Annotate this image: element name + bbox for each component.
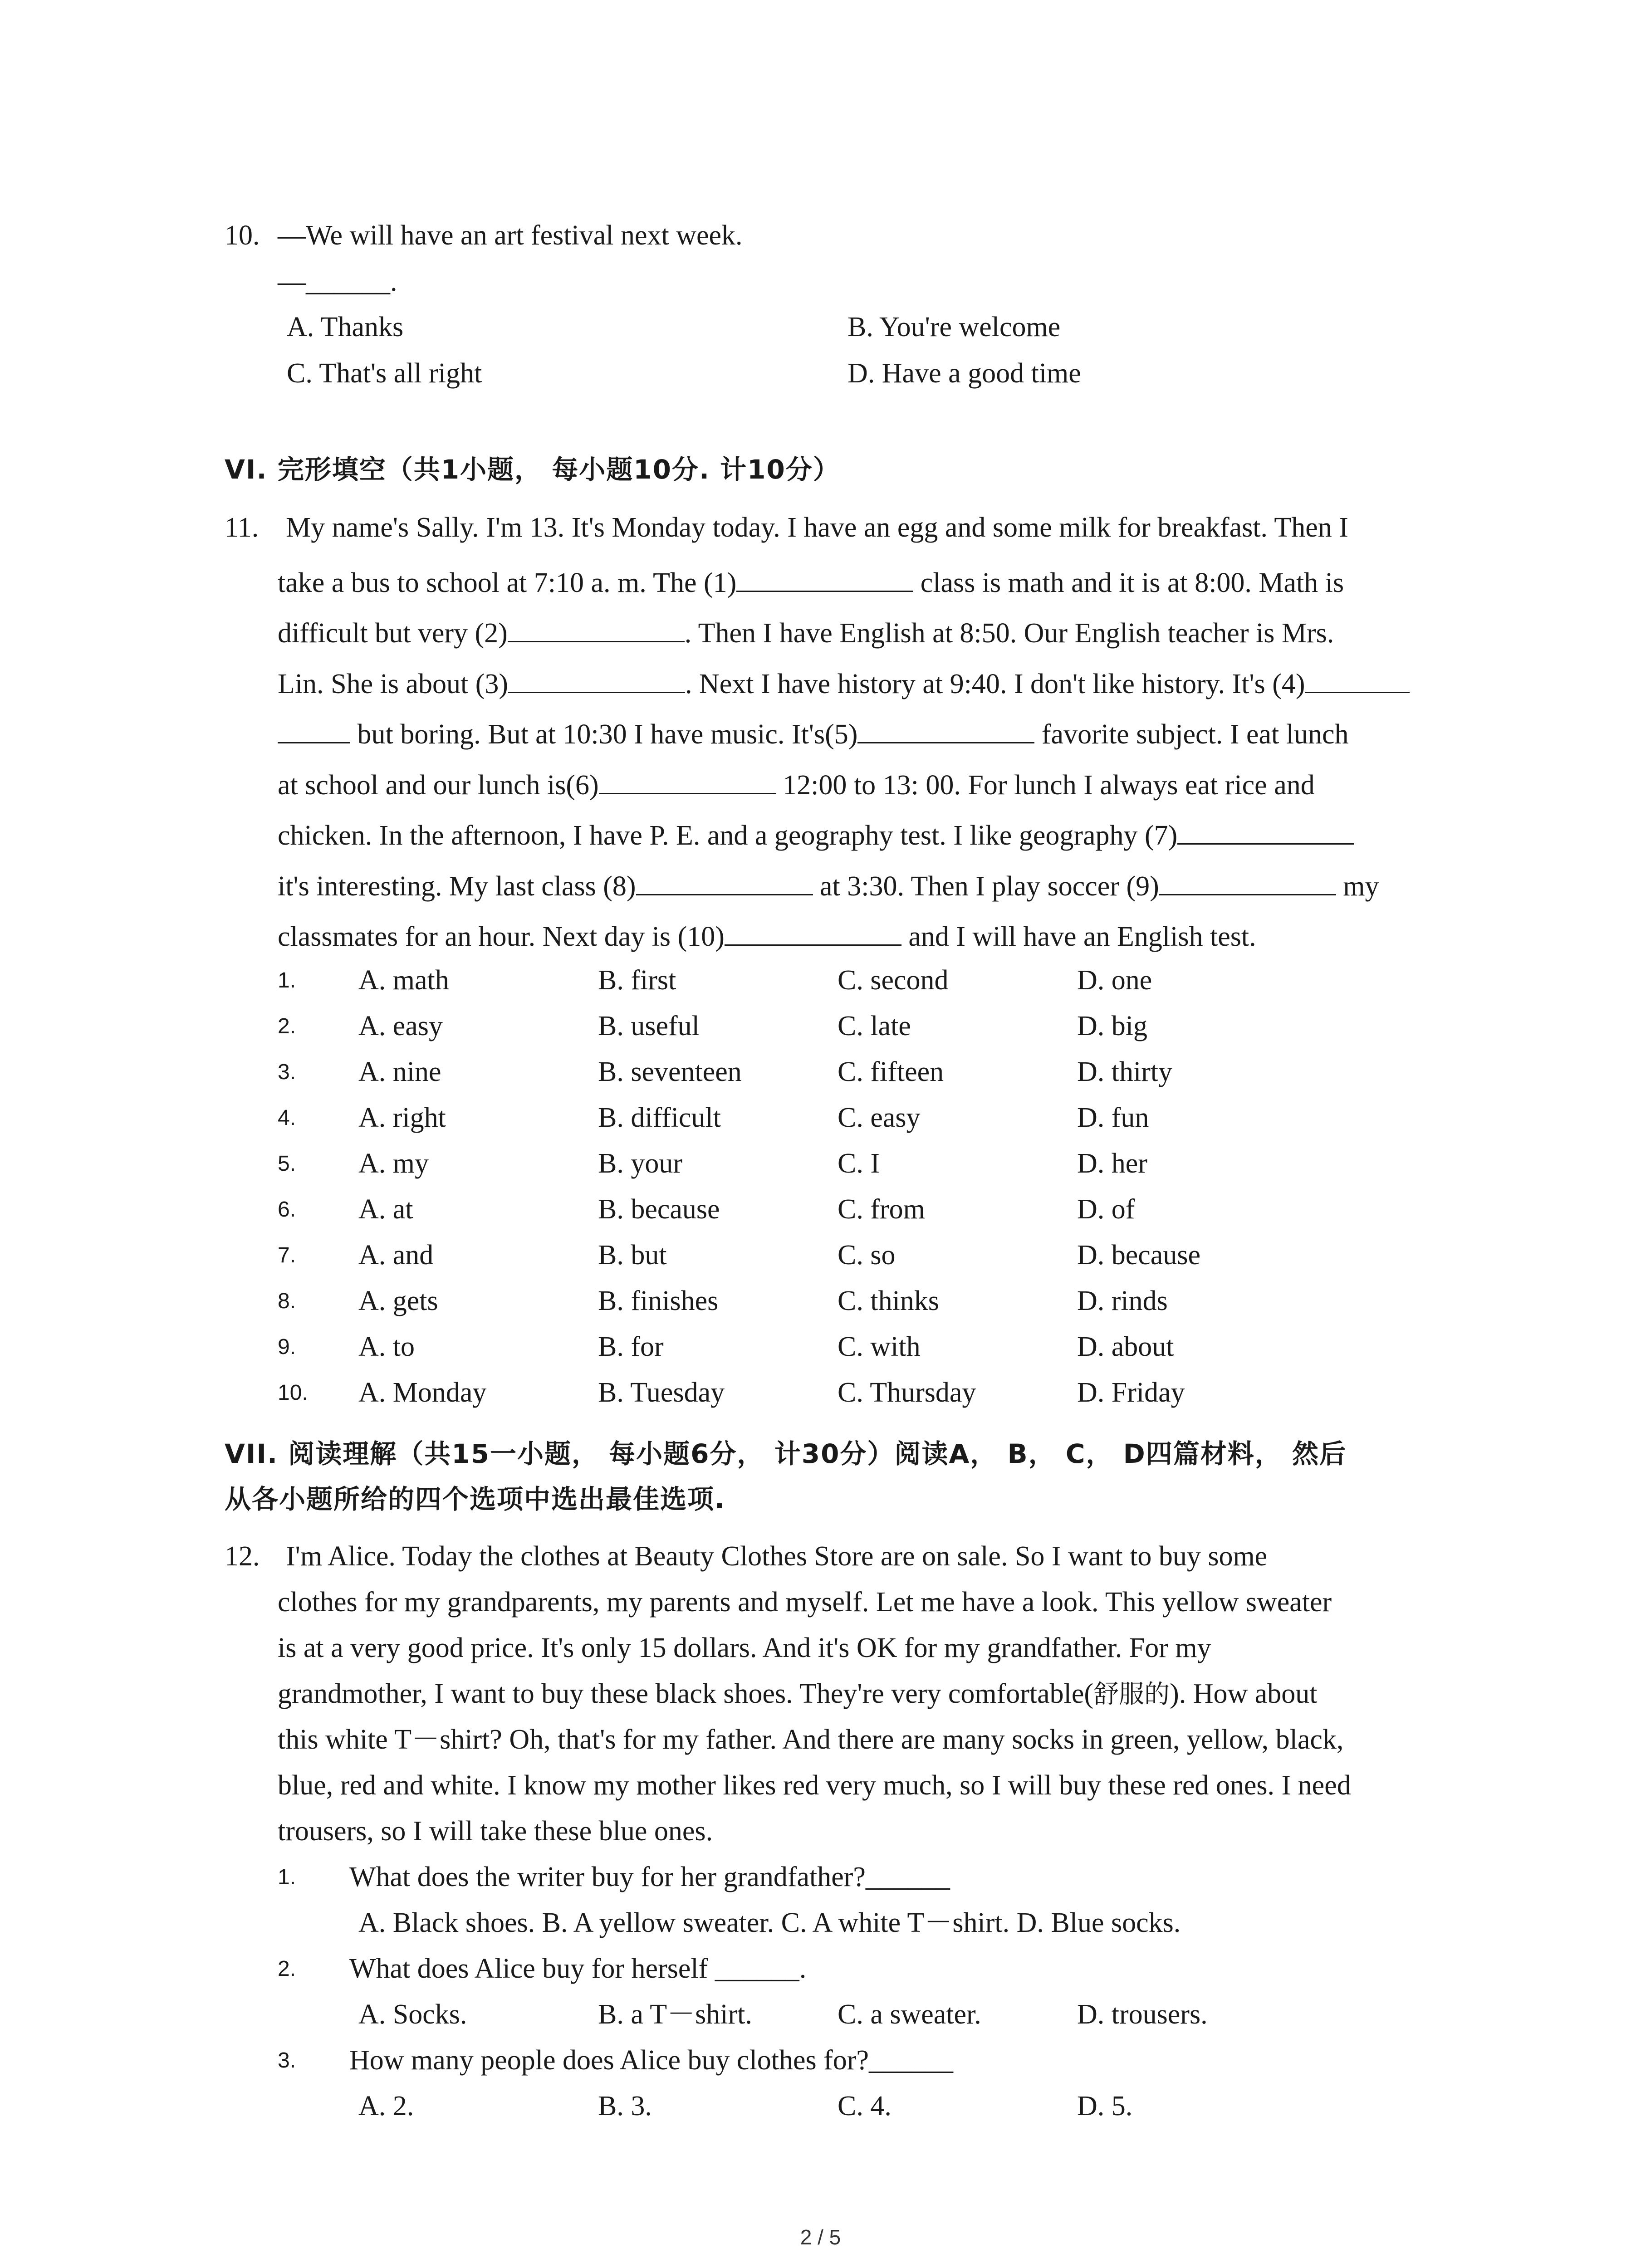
passage-line: at school and our lunch is(6) 12:00 to 13: 00. For lunch I always eat rice and — [278, 767, 1315, 799]
section-7-heading-line-2: 从各小题所给的四个选项中选出最佳选项. — [225, 1484, 726, 1515]
choice-option: B. because — [598, 1194, 720, 1225]
choice-row-number: 8. — [278, 1289, 296, 1313]
passage-line: classmates for an hour. Next day is (10) and I will have an English test. — [278, 918, 1256, 951]
blank-9 — [1159, 868, 1336, 895]
choice-option: A. easy — [358, 1011, 443, 1041]
choice-row-number: 1. — [278, 968, 296, 992]
choice-option: D. 5. — [1077, 2091, 1133, 2121]
sub-question-number: 3. — [278, 2048, 296, 2072]
choice-option: A. right — [358, 1102, 446, 1133]
question-11-number: 11. — [225, 512, 259, 543]
passage-line: chicken. In the afternoon, I have P. E. and a geography test. I like geography (7) — [278, 817, 1354, 850]
passage-line: this white T－shirt? Oh, that's for my father. And there are many socks in green, yellow, black, — [278, 1724, 1344, 1755]
passage-line: trousers, so I will take these blue ones. — [278, 1816, 713, 1847]
section-6-heading: VI. 完形填空（共1小题， 每小题10分. 计10分） — [225, 454, 840, 485]
choice-option: C. thinks — [838, 1286, 939, 1316]
section-7-heading-line-1: VII. 阅读理解（共15一小题， 每小题6分， 计30分）阅读A， B， C， D四篇材料， 然后 — [225, 1438, 1347, 1469]
choice-option: A. my — [358, 1148, 429, 1179]
choice-option: A. gets — [358, 1286, 438, 1316]
choice-option: D. rinds — [1077, 1286, 1168, 1316]
choice-option: B. seventeen — [598, 1056, 742, 1087]
passage-line: clothes for my grandparents, my parents and myself. Let me have a look. This yellow sweater — [278, 1587, 1332, 1618]
choice-option: A. at — [358, 1194, 413, 1225]
blank-3 — [508, 665, 685, 693]
choice-option: A. to — [358, 1331, 415, 1362]
choice-option: C. fifteen — [838, 1056, 944, 1087]
choice-option: D. Friday — [1077, 1377, 1185, 1408]
question-10-option-c: C. That's all right — [287, 358, 482, 389]
choice-option: B. finishes — [598, 1286, 719, 1316]
choice-option: D. fun — [1077, 1102, 1149, 1133]
choice-option: C. second — [838, 965, 949, 996]
choice-row-number: 10. — [278, 1381, 308, 1405]
blank-2 — [508, 615, 685, 642]
choice-option: A. and — [358, 1240, 434, 1271]
sub-question-options: A. Black shoes. B. A yellow sweater. C. A white T－shirt. D. Blue socks. — [358, 1907, 1181, 1938]
blank-5 — [857, 716, 1034, 743]
blank-8 — [636, 868, 813, 895]
blank-1 — [736, 564, 913, 592]
passage-line: blue, red and white. I know my mother likes red very much, so I will buy these red ones. I need — [278, 1770, 1351, 1801]
choice-option: B. first — [598, 965, 676, 996]
choice-row-number: 5. — [278, 1152, 296, 1176]
choice-option: A. Socks. — [358, 1999, 467, 2030]
choice-option: D. one — [1077, 965, 1152, 996]
choice-option: B. useful — [598, 1011, 700, 1041]
choice-option: C. with — [838, 1331, 921, 1362]
choice-option: B. Tuesday — [598, 1377, 725, 1408]
blank-4a — [1305, 665, 1410, 693]
choice-option: D. because — [1077, 1240, 1200, 1271]
passage-line: difficult but very (2) . Then I have English at 8:50. Our English teacher is Mrs. — [278, 615, 1334, 647]
choice-option: A. 2. — [358, 2091, 414, 2121]
choice-option: D. trousers. — [1077, 1999, 1208, 2030]
choice-option: C. I — [838, 1148, 880, 1179]
choice-option: B. difficult — [598, 1102, 721, 1133]
sub-question-text: What does Alice buy for herself ______. — [349, 1953, 807, 1984]
question-10-option-b: B. You're welcome — [847, 312, 1061, 342]
choice-option: D. her — [1077, 1148, 1147, 1179]
passage-line: My name's Sally. I'm 13. It's Monday today. I have an egg and some milk for breakfast. Then I — [286, 512, 1348, 543]
question-10-number: 10. — [225, 220, 260, 251]
choice-option: C. late — [838, 1011, 911, 1041]
choice-option: B. but — [598, 1240, 667, 1271]
choice-option: D. big — [1077, 1011, 1147, 1041]
blank-4b — [278, 716, 350, 743]
question-10-response: —______. — [278, 266, 397, 297]
choice-option: D. about — [1077, 1331, 1174, 1362]
choice-row-number: 4. — [278, 1106, 296, 1130]
choice-option: C. a sweater. — [838, 1999, 981, 2030]
choice-row-number: 2. — [278, 1014, 296, 1038]
sub-question-text: What does the writer buy for her grandfather?______ — [349, 1862, 950, 1892]
choice-row-number: 9. — [278, 1335, 296, 1359]
choice-option: A. math — [358, 965, 449, 996]
choice-row-number: 6. — [278, 1198, 296, 1222]
question-10-option-d: D. Have a good time — [847, 358, 1081, 389]
question-10-prompt: —We will have an art festival next week. — [278, 220, 743, 251]
choice-option: C. 4. — [838, 2091, 892, 2121]
blank-7 — [1177, 817, 1354, 845]
choice-option: C. so — [838, 1240, 896, 1271]
choice-option: D. thirty — [1077, 1056, 1173, 1087]
passage-line: take a bus to school at 7:10 a. m. The (1) class is math and it is at 8:00. Math is — [278, 564, 1344, 597]
choice-option: C. from — [838, 1194, 925, 1225]
choice-option: A. nine — [358, 1056, 441, 1087]
choice-option: B. for — [598, 1331, 664, 1362]
choice-option: C. easy — [838, 1102, 921, 1133]
passage-line: but boring. But at 10:30 I have music. It's(5) favorite subject. I eat lunch — [278, 716, 1348, 748]
sub-question-text: How many people does Alice buy clothes for?______ — [349, 2045, 953, 2076]
sub-question-number: 1. — [278, 1865, 296, 1889]
passage-line: is at a very good price. It's only 15 dollars. And it's OK for my grandfather. For my — [278, 1633, 1211, 1663]
passage-line: it's interesting. My last class (8) at 3:30. Then I play soccer (9) my — [278, 868, 1379, 900]
choice-option: C. Thursday — [838, 1377, 976, 1408]
passage-line: grandmother, I want to buy these black shoes. They're very comfortable(舒服的). How about — [278, 1678, 1318, 1709]
choice-row-number: 7. — [278, 1243, 296, 1267]
choice-option: B. your — [598, 1148, 682, 1179]
passage-line: Lin. She is about (3) . Next I have history at 9:40. I don't like history. It's (4) — [278, 665, 1410, 698]
sub-question-number: 2. — [278, 1957, 296, 1981]
question-10-option-a: A. Thanks — [287, 312, 404, 342]
question-12-number: 12. — [225, 1541, 260, 1572]
choice-option: B. 3. — [598, 2091, 652, 2121]
page-number: 2 / 5 — [800, 2225, 841, 2249]
passage-line: I'm Alice. Today the clothes at Beauty Clothes Store are on sale. So I want to buy some — [286, 1541, 1268, 1572]
choice-option: B. a T－shirt. — [598, 1999, 752, 2030]
blank-6 — [599, 767, 776, 794]
choice-option: D. of — [1077, 1194, 1135, 1225]
choice-row-number: 3. — [278, 1060, 296, 1084]
blank-10 — [725, 918, 901, 946]
choice-option: A. Monday — [358, 1377, 487, 1408]
